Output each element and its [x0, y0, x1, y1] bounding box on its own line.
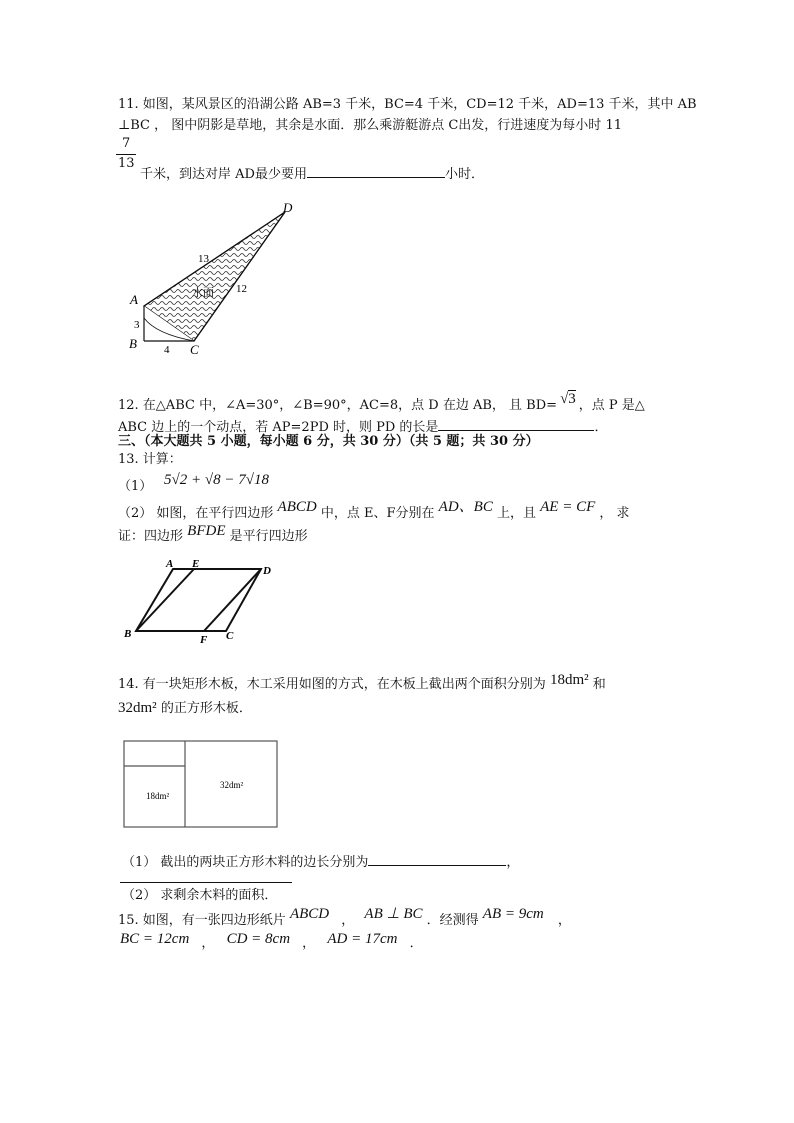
label-e: E — [192, 558, 200, 570]
q13-part2-line2 — [118, 523, 308, 545]
section-3-heading: 三、（本大题共 5 小题，每小题 6 分，共 30 分）（共 5 题；共 30 分） — [118, 434, 539, 449]
label-d: D — [283, 200, 293, 215]
q11-line3-end: 小时． — [444, 167, 484, 182]
q14-part1-text: （1） 截出的两块正方形木料的边长分别为 — [122, 855, 369, 870]
q14-text-a: 14. 有一块矩形木板，木工采用如图的方式，在木板上截出两个面积分别为 — [118, 677, 546, 692]
q13-title: 13. 计算： — [118, 452, 182, 467]
q13-part2-text-a: （2） 如图，在平行四边形 — [118, 506, 274, 521]
q12-sqrt: √3 — [560, 391, 576, 407]
q12-answer-blank[interactable] — [438, 417, 594, 431]
water-label: 水面 — [192, 287, 214, 299]
label-c: C — [226, 630, 234, 642]
q11-figure — [120, 198, 310, 358]
length-13: 13 — [198, 253, 209, 265]
q12-line1-text: 12. 在△ABC 中，∠A=30°，∠B=90°，AC=8，点 D 在边 AB， 且 BD= — [118, 398, 558, 413]
q11-answer-blank[interactable] — [307, 164, 445, 178]
segment-fd — [204, 569, 261, 631]
label-d: D — [263, 565, 271, 577]
q14-answer-blank-1[interactable] — [368, 852, 506, 866]
q15-line2: BC = 12cm ， CD = 8cm ， AD = 17cm ． — [120, 931, 423, 951]
q13-part2-text-b: 中，点 E、F分别在 — [320, 506, 435, 521]
q11-line3-text: 千米，到达对岸 AD最少要用 — [140, 167, 307, 182]
parallelogram-abcd — [136, 569, 261, 631]
q11-line1: 11. 如图，某风景区的沿湖公路 AB=3 千米，BC=4 千米，CD=12 千米，AD=13 千米，其中 AB — [118, 97, 697, 112]
q13-part2-line1 — [118, 499, 630, 522]
q15-text-a: 15. 如图，有一张四边形纸片 — [118, 913, 286, 928]
q12-line1 — [118, 391, 645, 414]
label-a: A — [130, 292, 138, 307]
q14-part1 — [122, 852, 519, 871]
q11-fraction-denominator: 13 — [118, 156, 135, 171]
label-b: B — [124, 628, 132, 640]
q13-ae-cf: AE = CF — [540, 499, 596, 515]
q12-line1-end: ，点 P 是△ — [578, 398, 645, 413]
q14-text-c: 的正方形木板． — [160, 701, 252, 716]
q11-fraction-bar — [116, 154, 136, 155]
q15-ab-length: AB = 9cm — [482, 906, 544, 922]
q13-abcd: ABCD — [277, 499, 317, 515]
q14-answer-blank-2[interactable] — [120, 882, 292, 883]
q13-part2-text-e: 证：四边形 — [118, 529, 184, 544]
board-outline — [124, 741, 277, 827]
label-small-square: 18dm² — [146, 791, 170, 801]
q14-area-18: 18dm² — [549, 672, 589, 688]
q15-text-b: ．经测得 — [426, 913, 479, 928]
q13-part1-label: （1） — [118, 479, 153, 494]
q14-area-32: 32dm² — [118, 700, 157, 716]
segment-be — [136, 569, 194, 631]
q13-part2-text-d: ， 求 — [599, 506, 630, 521]
label-c: C — [190, 342, 199, 357]
q14-text-b: 和 — [592, 677, 606, 692]
q15-ad-length: AD = 17cm — [327, 931, 398, 947]
q13-parallelogram-figure — [118, 555, 278, 645]
label-a: A — [166, 558, 174, 570]
q13-part2-text-c: 上，且 — [496, 506, 536, 521]
q14-board-figure — [122, 739, 280, 831]
length-12: 12 — [236, 283, 247, 295]
length-3: 3 — [134, 319, 140, 331]
label-f: F — [200, 634, 208, 645]
length-4: 4 — [164, 344, 170, 356]
q14-line1 — [118, 672, 606, 693]
q13-ad-bc: AD、BC — [438, 499, 493, 515]
q15-cd-length: CD = 8cm — [226, 931, 291, 947]
q14-part1-end: ， — [506, 855, 520, 870]
q13-bfde: BFDE — [187, 523, 226, 539]
q15-bc-length: BC = 12cm — [120, 931, 190, 947]
q13-part1-expression: 5√2 + √8 − 7√18 — [164, 472, 269, 488]
label-b: B — [129, 336, 137, 351]
q15-abcd: ABCD — [289, 906, 330, 922]
q11-line3 — [140, 164, 484, 183]
q13-part2-text-f: 是平行四边形 — [229, 529, 308, 544]
q11-fraction-numerator: 7 — [122, 136, 131, 151]
q14-part2: （2） 求剩余木料的面积． — [122, 888, 278, 903]
q12-line2-end: ． — [594, 420, 608, 435]
q14-line2 — [118, 700, 252, 717]
q12-line2-text: ABC 边上的一个动点，若 AP=2PD 时，则 PD 的长是 — [118, 420, 439, 435]
q11-line2: ⊥BC ， 图中阴影是草地，其余是水面．那么乘游艇游点 C出发，行进速度为每小时 11 — [118, 118, 622, 133]
q15-line1: 15. 如图，有一张四边形纸片 ABCD ， AB ⊥ BC ．经测得 AB = 9cm ， — [118, 906, 571, 928]
label-large-square: 32dm² — [220, 780, 244, 790]
q15-ab-perp-bc: AB ⊥ BC — [364, 906, 423, 922]
